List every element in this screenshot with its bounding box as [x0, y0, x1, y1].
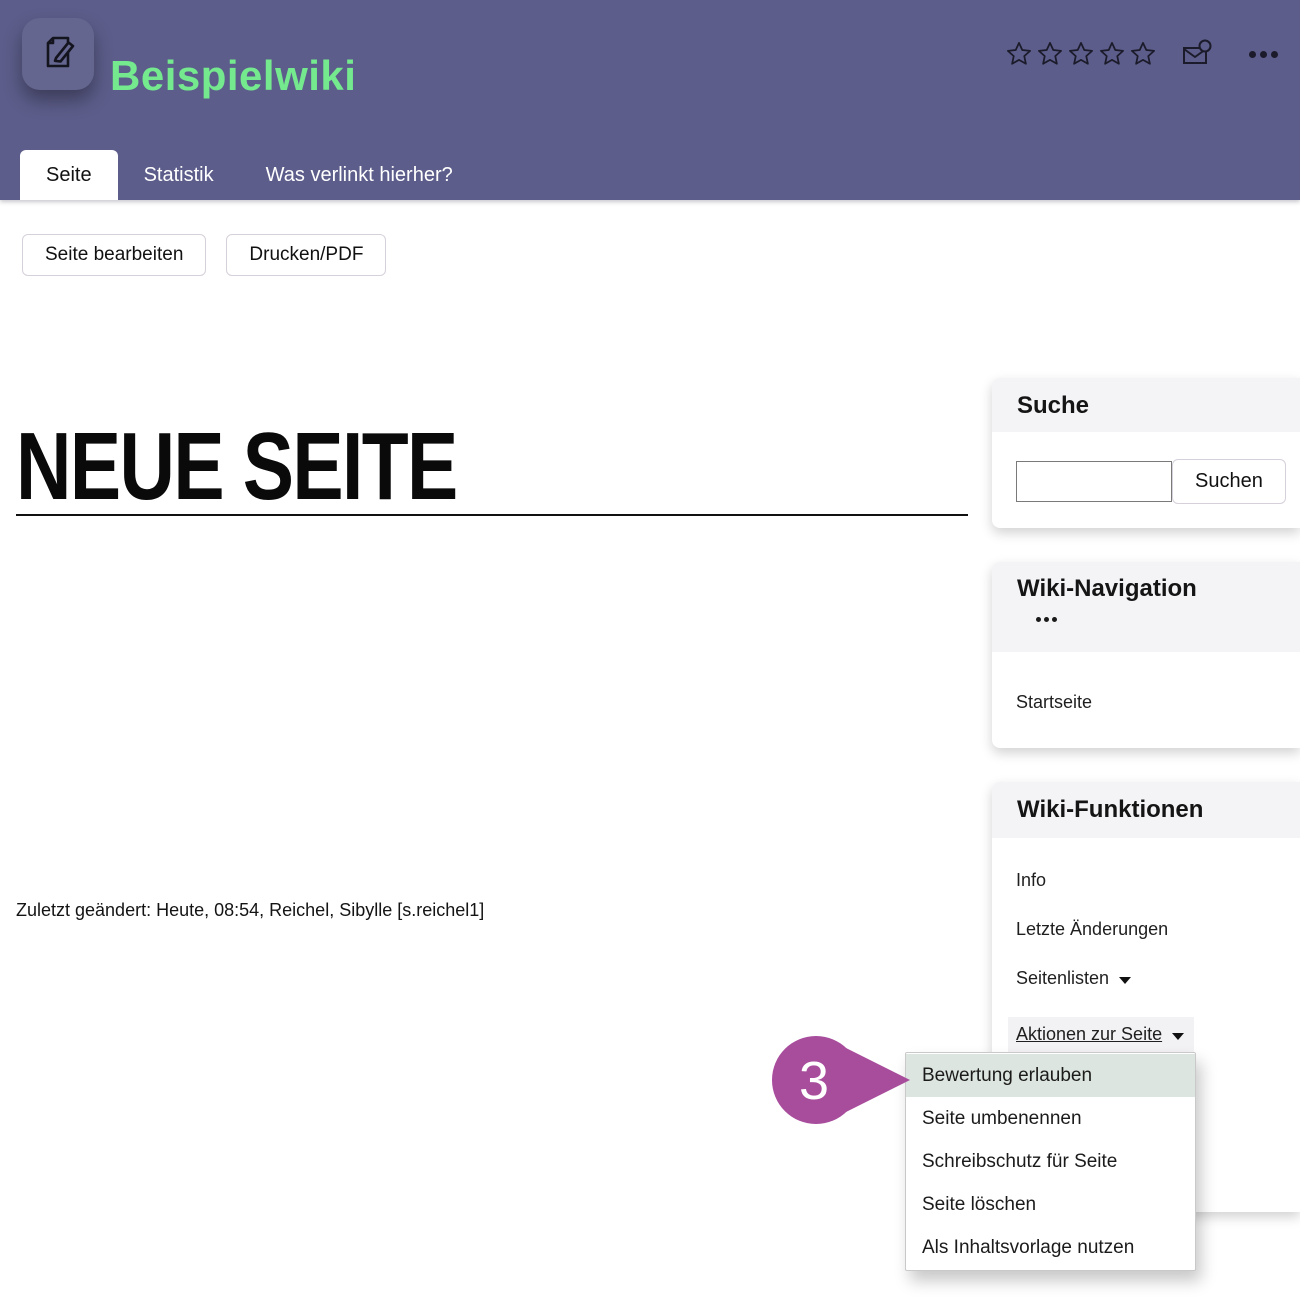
dot [1260, 51, 1267, 58]
sidebar-item-label: Aktionen zur Seite [1016, 1024, 1163, 1044]
wiki-title: Beispielwiki [110, 52, 357, 99]
app-header [0, 0, 1300, 200]
wiki-navigation-body [992, 652, 1300, 713]
title-divider [16, 514, 968, 516]
wiki-functions-body [992, 838, 1300, 1052]
wiki-logo[interactable] [22, 18, 94, 90]
search-panel-title: Suche [1017, 392, 1090, 419]
wiki-navigation-panel [992, 562, 1300, 748]
dot [1036, 617, 1041, 622]
sidebar-item-seitenlisten[interactable] [1016, 968, 1131, 989]
step-annotation-balloon [768, 1033, 913, 1129]
dot [1044, 617, 1049, 622]
page-title: NEUE SEITE [16, 413, 457, 520]
step-number: 3 [798, 1051, 830, 1111]
wiki-functions-title: Wiki-Funktionen [1017, 796, 1204, 823]
sidebar-item-aktionen-zur-seite[interactable] [1008, 1017, 1194, 1052]
rating-stars[interactable] [1004, 40, 1157, 69]
print-pdf-button[interactable]: Drucken/PDF [226, 234, 386, 276]
wiki-navigation-header [992, 562, 1300, 652]
edit-page-button[interactable]: Seite bearbeiten [22, 234, 206, 276]
star-icon[interactable] [1066, 40, 1095, 69]
dot [1052, 617, 1057, 622]
star-icon[interactable] [1035, 40, 1064, 69]
search-panel [992, 378, 1300, 528]
menu-item-seite-umbenennen[interactable]: Seite umbenennen [922, 1107, 1082, 1129]
last-modified-text: Zuletzt geändert: Heute, 08:54, Reichel, Sibylle [s.reichel1] [16, 900, 485, 920]
star-icon[interactable] [1004, 40, 1033, 69]
search-input[interactable] [1016, 461, 1172, 502]
menu-item-schreibschutz[interactable]: Schreibschutz für Seite [922, 1150, 1118, 1172]
tab-seite[interactable]: Seite [20, 150, 118, 200]
search-button[interactable]: Suchen [1172, 459, 1286, 504]
star-icon[interactable] [1128, 40, 1157, 69]
star-icon[interactable] [1097, 40, 1126, 69]
tabbar [0, 150, 1300, 200]
caret-down-icon [1119, 977, 1131, 984]
tab-statistik[interactable]: Statistik [143, 163, 214, 186]
sidebar-item-label: Info [1016, 870, 1047, 890]
mail-notify-icon[interactable] [1179, 37, 1213, 71]
wiki-functions-header [992, 782, 1300, 838]
sidebar-item-info[interactable] [1016, 870, 1046, 891]
menu-item-seite-loeschen[interactable]: Seite löschen [922, 1193, 1037, 1215]
wiki-navigation-title: Wiki-Navigation [1017, 575, 1197, 602]
menu-item-bewertung-erlauben[interactable]: Bewertung erlauben [906, 1054, 1195, 1097]
sidebar-item-startseite[interactable]: Startseite [1016, 692, 1093, 712]
dot [1249, 51, 1256, 58]
page-actions-menu [905, 1052, 1196, 1271]
header-actions [1004, 36, 1286, 72]
caret-down-icon [1172, 1033, 1184, 1040]
note-pencil-icon [35, 29, 81, 80]
sidebar-item-label: Seitenlisten [1016, 968, 1110, 988]
sidebar-item-letzte-aenderungen[interactable] [1016, 919, 1168, 940]
sidebar-item-label: Letzte Änderungen [1016, 919, 1169, 939]
search-body [992, 432, 1300, 504]
page-toolbar [22, 234, 386, 276]
dot [1271, 51, 1278, 58]
nav-ellipsis-icon[interactable] [1032, 613, 1061, 626]
search-panel-header [992, 378, 1300, 432]
menu-item-inhaltsvorlage[interactable]: Als Inhaltsvorlage nutzen [922, 1236, 1135, 1258]
overflow-menu-icon[interactable] [1249, 51, 1278, 58]
tab-was-verlinkt-hierher[interactable]: Was verlinkt hierher? [265, 163, 453, 186]
